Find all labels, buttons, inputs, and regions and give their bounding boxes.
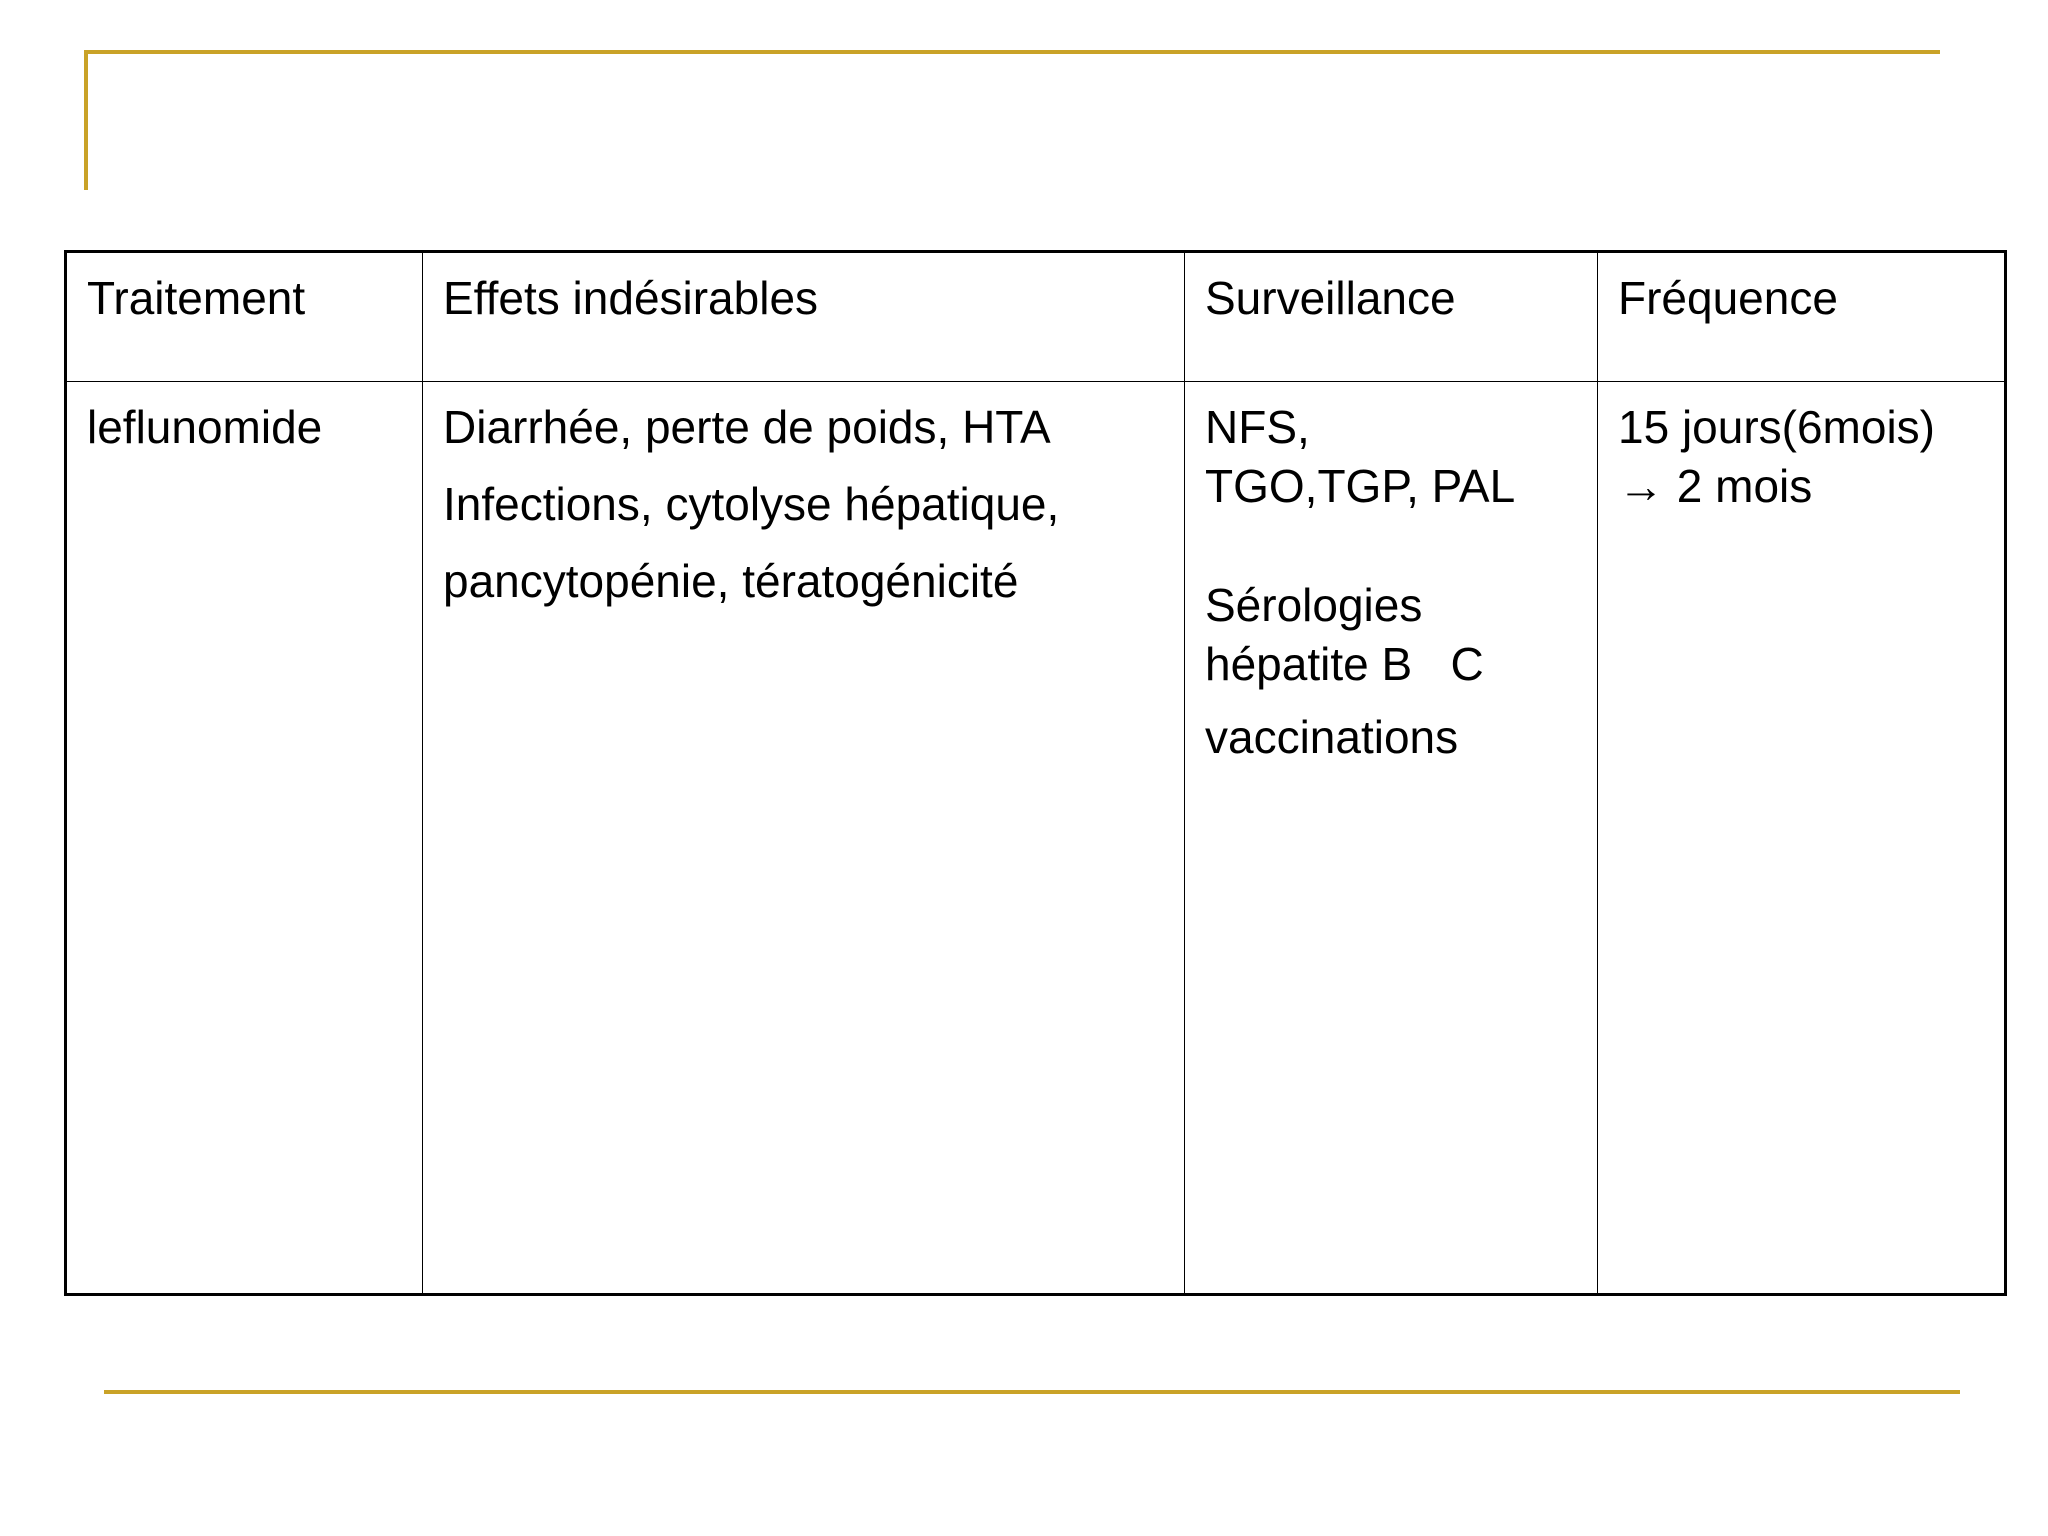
frequence-line-1: 15 jours(6mois) — [1618, 401, 1935, 453]
surveillance-line-2: TGO,TGP, PAL — [1205, 459, 1516, 512]
surveillance-line-1: NFS, — [1205, 401, 1310, 453]
surveillance-line-5: vaccinations — [1205, 710, 1459, 763]
cell-traitement — [66, 382, 423, 1295]
header-surveillance: Surveillance — [1185, 252, 1598, 382]
effets-line-3: pancytopénie, tératogénicité — [443, 554, 1019, 607]
traitement-name: leflunomide — [87, 401, 323, 453]
header-traitement: Traitement — [66, 252, 423, 382]
table-row — [66, 382, 2006, 1295]
top-decorative-rule — [84, 50, 1940, 54]
cell-surveillance — [1185, 382, 1598, 1295]
treatment-table — [64, 250, 2007, 1296]
bottom-decorative-rule — [104, 1390, 1960, 1394]
header-effets-indesirables: Effets indésirables — [423, 252, 1185, 382]
surveillance-line-4: hépatite B C — [1205, 637, 1484, 690]
effets-line-2: Infections, cytolyse hépatique, — [443, 477, 1060, 530]
header-frequence: Fréquence — [1598, 252, 2006, 382]
cell-frequence — [1598, 382, 2006, 1295]
cell-effets-indesirables — [423, 382, 1185, 1295]
surveillance-line-3: Sérologies — [1205, 578, 1423, 631]
table-header-row — [66, 252, 2006, 382]
left-decorative-rule — [84, 50, 88, 190]
effets-line-1: Diarrhée, perte de poids, HTA — [443, 401, 1051, 453]
frequence-line-2: → 2 mois — [1618, 459, 1813, 512]
